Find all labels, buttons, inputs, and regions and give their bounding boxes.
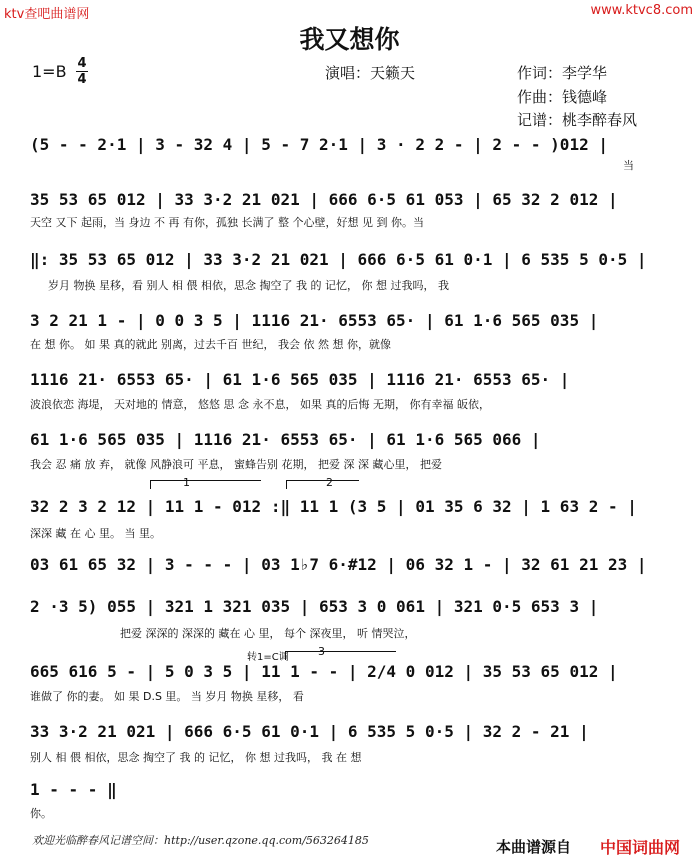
transcriber: 记谱：桃李醉春风 [517,111,638,129]
volta-bracket-1 [150,480,261,489]
lyric-row-9: 把爱 深深的 深深的 藏在 心 里， 每个 深夜里， 听 情哭泣， [120,627,416,640]
singer: 演唱：天籁天 [325,64,416,82]
song-title: 我又想你 [299,25,400,54]
volta-3-label: 3 [318,645,325,658]
key-signature: 1=B [32,62,67,81]
volta-2-label: 2 [326,476,333,489]
volta-1-label: 1 [183,476,190,489]
footer-visit-text: 欢迎光临醉春风记谱空间：http://user.qzone.qq.com/563264185 [32,834,369,847]
notation-row-3: ‖: 35 53 65 012 | 33 3·2 21 021 | 666 6·5 61 0·1 | 6 535 5 0·5 | [30,250,647,269]
notation-row-6: 61 1·6 565 035 | 1116 21· 6553 65· | 61 1·6 565 066 | [30,430,541,449]
lyric-row-4: 在 想 你。 如 果 真的就此 别离，过去千百 世纪， 我会 依 然 想 你，就像 [30,338,391,351]
notation-row-8: 03 61 65 32 | 3 - - - | 03 1♭7 6·#12 | 06 32 1 - | 32 61 21 23 | [30,555,647,574]
lyric-row-10: 谁做了 你的妻。 如 果 D.S 里。 当 岁月 物换 星移， 看 [30,690,304,703]
lyric-row-3: 岁月 物换 星移，看 别人 相 偎 相依，思念 掏空了 我 的 记忆， 你 想 过我吗， 我 [48,279,449,292]
key-change-label: 转1=C调 [247,652,289,663]
time-signature [76,57,88,86]
lyricist: 作词：李学华 [517,64,608,82]
watermark-left: ktv查吧曲谱网 [4,7,90,22]
volta-bracket-2 [286,480,359,489]
lyric-row-6: 我会 忍 痛 放 弃， 就像 风静浪可 平息， 蜜蜂告别 花期， 把爱 深 深 藏心里， 把爱 [30,458,442,471]
lyric-row-2: 天空 又下 起雨，当 身边 不 再 有你，孤独 长满了 整 个心壁，好想 见 到 你。当 [30,216,424,229]
lyric-row-5: 波浪依恋 海堤， 天对地的 情意， 悠悠 思 念 永不息， 如果 真的后悔 无期， 你有幸福 皈依， [30,398,490,411]
lyric-row-11: 别人 相 偎 相依，思念 掏空了 我 的 记忆， 你 想 过我吗， 我 在 想 [30,751,362,764]
time-signature-top: 4 [77,56,87,71]
lyric-row-1: 当 [623,159,634,172]
footer-site-link[interactable]: 中国词曲网 [600,838,681,857]
composer: 作曲：钱德峰 [517,88,608,106]
notation-row-9: 2 ·3 5) 055 | 321 1 321 035 | 653 3 0 061 | 321 0·5 653 3 | [30,597,599,616]
watermark-right: www.ktvc8.com [590,3,693,18]
notation-row-7: 32 2 3 2 12 | 11 1 - 012 :‖ 11 1 (3 5 | 01 35 6 32 | 1 63 2 - | [30,497,637,516]
notation-row-4: 3 2 21 1 - | 0 0 3 5 | 1116 21· 6553 65· | 61 1·6 565 035 | [30,311,599,330]
notation-row-12: 1 - - - ‖ [30,780,117,799]
notation-row-10: 665 616 5 - | 5 0 3 5 | 11 1 - - | 2/4 0 012 | 35 53 65 012 | [30,662,618,681]
lyric-row-12: 你。 [30,807,52,820]
notation-row-5: 1116 21· 6553 65· | 61 1·6 565 035 | 1116 21· 6553 65· | [30,370,570,389]
notation-row-11: 33 3·2 21 021 | 666 6·5 61 0·1 | 6 535 5 0·5 | 32 2 - 21 | [30,722,589,741]
notation-row-2: 35 53 65 012 | 33 3·2 21 021 | 666 6·5 61 053 | 65 32 2 012 | [30,190,618,209]
footer-source-label: 本曲谱源自 [496,838,572,856]
volta-bracket-3 [285,651,396,660]
time-signature-bottom: 4 [77,72,87,87]
notation-row-1: (5 - - 2·1 | 3 - 32 4 | 5 - 7 2·1 | 3 · 2 2 - | 2 - - )012 | [30,135,608,154]
lyric-row-7: 深深 藏 在 心 里。 当 里。 [30,527,161,540]
